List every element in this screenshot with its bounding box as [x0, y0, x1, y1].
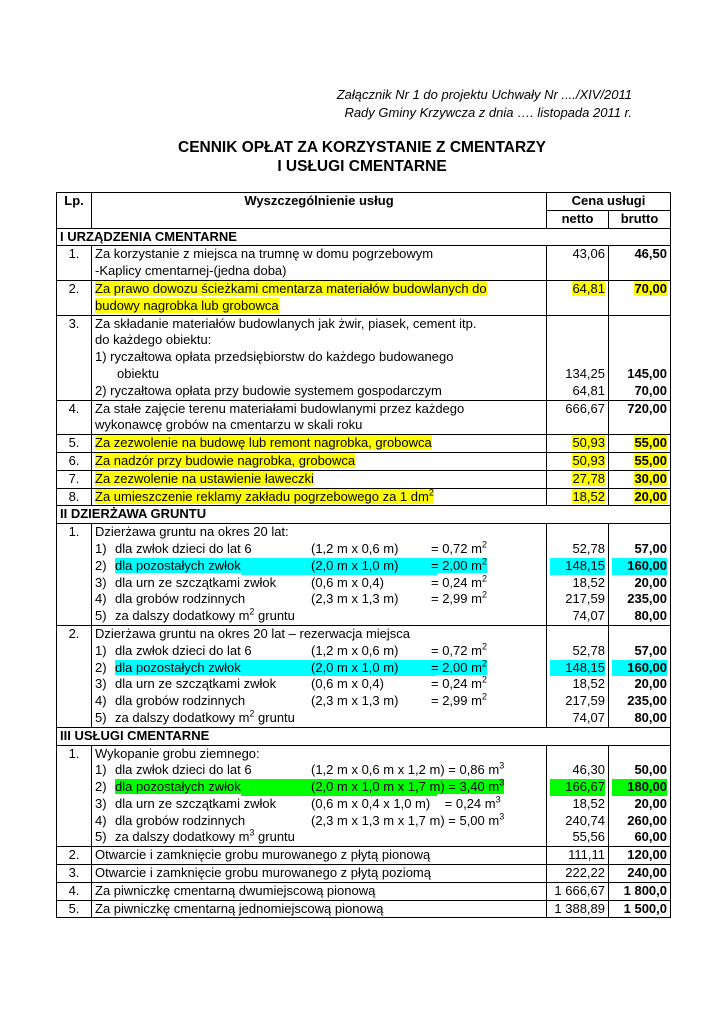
sub-item: 5) za dalszy dodatkowy $m^2$ gruntu [95, 708, 295, 725]
desc-line: wykonawcę grobów na cmentarzu w skali roku [95, 417, 363, 433]
netto-cell [547, 280, 609, 315]
row-lp: 5. [57, 900, 92, 918]
table-row [57, 524, 671, 626]
row-lp: 5. [57, 435, 92, 453]
netto-value: 74,07 [572, 709, 605, 725]
col-price-header: Cena usługi [547, 193, 671, 211]
table-row [57, 882, 671, 900]
row-desc [92, 452, 547, 470]
desc-line: -Kaplicy cmentarnej-(jedna doba) [95, 263, 287, 279]
netto-value: 50,93 [572, 452, 605, 468]
section-row [57, 727, 671, 745]
desc-line: budowy nagrobka lub grobowca [95, 297, 279, 313]
row-desc [92, 246, 547, 281]
brutto-cell [609, 470, 671, 488]
netto-cell [547, 315, 609, 400]
document-title [0, 138, 724, 176]
brutto-value: 20,00 [634, 795, 667, 811]
netto-value: 27,78 [572, 470, 605, 486]
brutto-value: 57,00 [634, 540, 667, 556]
brutto-value: 235,00 [627, 693, 667, 709]
table-row [57, 745, 671, 847]
table-row [57, 315, 671, 400]
price-table [56, 192, 671, 918]
netto-value: 240,74 [565, 812, 605, 828]
table-row [57, 400, 671, 435]
desc-line: Za nadzór przy budowie nagrobka, grobowca [95, 452, 356, 468]
netto-cell: 1 388,89 [547, 900, 609, 918]
table-row [57, 900, 671, 918]
sub-item: 4) dla grobów rodzinnych (2,3 m x 1,3 m x 1,7 m) = 5,00 $m^3$ [95, 811, 505, 828]
netto-value: 18,52 [572, 488, 605, 504]
netto-cell: 43,06 [547, 246, 609, 281]
sub-item: 1) dla zwłok dzieci do lat 6 (1,2 m x 0,6 m x 1,2 m) = 0,86 $m^3$ [95, 760, 505, 778]
brutto-value: 180,00 [612, 779, 667, 796]
row-desc [92, 470, 547, 488]
col-netto-header: netto [547, 210, 609, 228]
netto-cell: 222,22 [547, 865, 609, 883]
netto-value: 52,78 [572, 540, 605, 556]
brutto-value: 80,00 [634, 709, 667, 725]
desc-line: Za stałe zajęcie terenu materiałami budowlanymi przez każdego [95, 400, 465, 416]
table-row [57, 246, 671, 281]
row-desc: Za piwniczkę cmentarną jednomiejscową pionową [92, 900, 547, 918]
netto-value: 18,52 [572, 795, 605, 811]
netto-value: 166,67 [550, 779, 605, 796]
table-row [57, 280, 671, 315]
brutto-value: 70,00 [634, 382, 667, 398]
netto-value: 46,30 [572, 762, 605, 778]
col-lp-header: Lp. [57, 193, 92, 229]
desc-line: Za zezwolenie na budowę lub remont nagrobka, grobowca [95, 435, 432, 451]
desc-line: obiektu [117, 365, 159, 381]
desc-text: Za umieszczenie reklamy zakładu pogrzebowego za 1 dm [95, 488, 429, 504]
brutto-value: 55,00 [634, 452, 667, 468]
attachment-note [337, 86, 632, 122]
brutto-cell: 240,00 [609, 865, 671, 883]
brutto-cell [609, 625, 671, 727]
brutto-value: 145,00 [627, 365, 667, 381]
sub-item: 1) dla zwłok dzieci do lat 6 (1,2 m x 0,6 m) = 0,72 $m^2$ [95, 539, 487, 556]
netto-cell: 1 666,67 [547, 882, 609, 900]
row-desc [92, 435, 547, 453]
desc-line: Wykopanie grobu ziemnego: [95, 745, 260, 761]
sub-item: 2) dla pozostałych zwłok (2,0 m x 1,0 m) = 2,00 $m^2$ [95, 556, 487, 573]
netto-value: 217,59 [565, 693, 605, 709]
row-lp: 3. [57, 865, 92, 883]
title-line1: CENNIK OPŁAT ZA KORZYSTANIE Z CMENTARZY [178, 139, 546, 156]
row-lp: 2. [57, 625, 92, 727]
brutto-cell: 1 500,0 [609, 900, 671, 918]
brutto-cell [609, 488, 671, 506]
sub-item: 3) dla urn ze szczątkami zwłok (0,6 m x 0,4 x 1,0 m) = 0,24 $m^3$ [95, 794, 501, 811]
brutto-cell [609, 280, 671, 315]
brutto-value: 20,00 [634, 574, 667, 590]
sub-item: 2) dla pozostałych zwłok (2,0 m x 1,0 m x 1,7 m) = 3,40 $m^3$ [95, 777, 505, 795]
brutto-cell [609, 315, 671, 400]
desc-line: Dzierżawa gruntu na okres 20 lat – rezerwacja miejsca [95, 625, 411, 641]
brutto-value: 70,00 [634, 280, 667, 296]
table-row [57, 625, 671, 727]
row-desc: Otwarcie i zamknięcie grobu murowanego z płytą poziomą [92, 865, 547, 883]
desc-line: Za prawo dowozu ścieżkami cmentarza materiałów budowlanych do [95, 280, 487, 296]
row-lp: 6. [57, 452, 92, 470]
section-title: II DZIERŻAWA GRUNTU [57, 506, 671, 524]
brutto-cell: 120,00 [609, 847, 671, 865]
brutto-value: 80,00 [634, 608, 667, 624]
brutto-cell: 720,00 [609, 400, 671, 435]
desc-line: Za składanie materiałów budowlanych jak żwir, piasek, cement itp. [95, 315, 477, 331]
netto-value: 55,56 [572, 829, 605, 845]
section-title: III USŁUGI CMENTARNE [57, 727, 671, 745]
desc-line: Za korzystanie z miejsca na trumnę w domu pogrzebowym [95, 246, 434, 262]
netto-value: 50,93 [572, 435, 605, 451]
brutto-value: 55,00 [634, 435, 667, 451]
netto-value: 134,25 [565, 365, 605, 381]
row-desc [92, 315, 547, 400]
table-row [57, 452, 671, 470]
brutto-value: 30,00 [634, 470, 667, 486]
row-desc: Za piwniczkę cmentarną dwumiejscową pionową [92, 882, 547, 900]
desc-line: do każdego obiektu: [95, 332, 212, 348]
superscript: 2 [428, 487, 434, 498]
brutto-cell: 46,50 [609, 246, 671, 281]
netto-cell [547, 452, 609, 470]
row-lp: 2. [57, 280, 92, 315]
row-desc [92, 625, 547, 727]
sub-item: 5) za dalszy dodatkowy $m^3$ gruntu [95, 828, 295, 845]
netto-value: 74,07 [572, 608, 605, 624]
desc-line: 2) ryczałtowa opłata przy budowie systemem gospodarczym [95, 382, 442, 398]
brutto-value: 160,00 [612, 558, 667, 575]
sub-item: 4) dla grobów rodzinnych (2,3 m x 1,3 m) = 2,99 $m^2$ [95, 691, 487, 709]
brutto-value: 20,00 [634, 676, 667, 692]
netto-cell [547, 488, 609, 506]
row-desc [92, 524, 547, 626]
table-row [57, 488, 671, 506]
row-lp: 1. [57, 524, 92, 626]
row-desc [92, 280, 547, 315]
section-row [57, 228, 671, 246]
row-lp: 1. [57, 745, 92, 847]
row-lp: 4. [57, 400, 92, 435]
netto-value: 52,78 [572, 642, 605, 658]
sub-item: 1) dla zwłok dzieci do lat 6 (1,2 m x 0,6 m) = 0,72 $m^2$ [95, 641, 487, 658]
table-row [57, 435, 671, 453]
brutto-cell [609, 435, 671, 453]
table-row [57, 470, 671, 488]
netto-value: 148,15 [550, 660, 605, 677]
row-lp: 1. [57, 246, 92, 281]
col-desc-header: Wyszczególnienie usług [92, 193, 547, 229]
brutto-cell [609, 524, 671, 626]
netto-cell: 666,67 [547, 400, 609, 435]
sub-item: 2) dla pozostałych zwłok (2,0 m x 1,0 m) = 2,00 $m^2$ [95, 658, 487, 675]
sub-item: 3) dla urn ze szczątkami zwłok (0,6 m x 0,4) = 0,24 $m^2$ [95, 573, 487, 590]
sub-item: 5) za dalszy dodatkowy $m^2$ gruntu [95, 606, 295, 624]
netto-cell [547, 470, 609, 488]
row-desc [92, 745, 547, 847]
brutto-value: 260,00 [627, 812, 667, 828]
netto-value: 18,52 [572, 574, 605, 590]
sub-item: 4) dla grobów rodzinnych (2,3 m x 1,3 m) = 2,99 $m^2$ [95, 590, 487, 607]
brutto-cell [609, 452, 671, 470]
table-header-row [57, 193, 671, 211]
desc-line: 1) ryczałtowa opłata przedsiębiorstw do każdego budowanego [95, 349, 454, 365]
brutto-value: 57,00 [634, 642, 667, 658]
row-desc: Otwarcie i zamknięcie grobu murowanego z płytą pionową [92, 847, 547, 865]
section-row [57, 506, 671, 524]
brutto-value: 60,00 [634, 829, 667, 845]
netto-value: 217,59 [565, 591, 605, 607]
netto-value: 64,81 [572, 382, 605, 398]
netto-value: 18,52 [572, 676, 605, 692]
attachment-note-line2: Rady Gminy Krzywcza z dnia …. listopada 2011 r. [344, 105, 632, 120]
table-row [57, 847, 671, 865]
netto-cell [547, 435, 609, 453]
sub-item: 3) dla urn ze szczątkami zwłok (0,6 m x 0,4) = 0,24 $m^2$ [95, 674, 487, 692]
row-lp: 7. [57, 470, 92, 488]
brutto-value: 235,00 [627, 591, 667, 607]
row-lp: 8. [57, 488, 92, 506]
netto-value: 148,15 [550, 558, 605, 575]
row-desc [92, 400, 547, 435]
section-title: I URZĄDZENIA CMENTARNE [57, 228, 671, 246]
desc-line: Za zezwolenie na ustawienie ławeczki [95, 470, 314, 486]
brutto-cell: 1 800,0 [609, 882, 671, 900]
row-desc [92, 488, 547, 506]
netto-cell: 111,11 [547, 847, 609, 865]
col-brutto-header: brutto [609, 210, 671, 228]
row-lp: 3. [57, 315, 92, 400]
table-row [57, 865, 671, 883]
brutto-cell [609, 745, 671, 847]
title-line2: I USŁUGI CMENTARNE [277, 158, 447, 175]
brutto-value: 20,00 [634, 488, 667, 504]
brutto-value: 160,00 [612, 660, 667, 677]
attachment-note-line1: Załącznik Nr 1 do projektu Uchwały Nr ..../XIV/2011 [336, 87, 632, 102]
row-lp: 4. [57, 882, 92, 900]
desc-line: Dzierżawa gruntu na okres 20 lat: [95, 524, 289, 540]
row-lp: 2. [57, 847, 92, 865]
brutto-value: 50,00 [634, 762, 667, 778]
desc-line [95, 489, 434, 504]
netto-value: 64,81 [572, 280, 605, 296]
